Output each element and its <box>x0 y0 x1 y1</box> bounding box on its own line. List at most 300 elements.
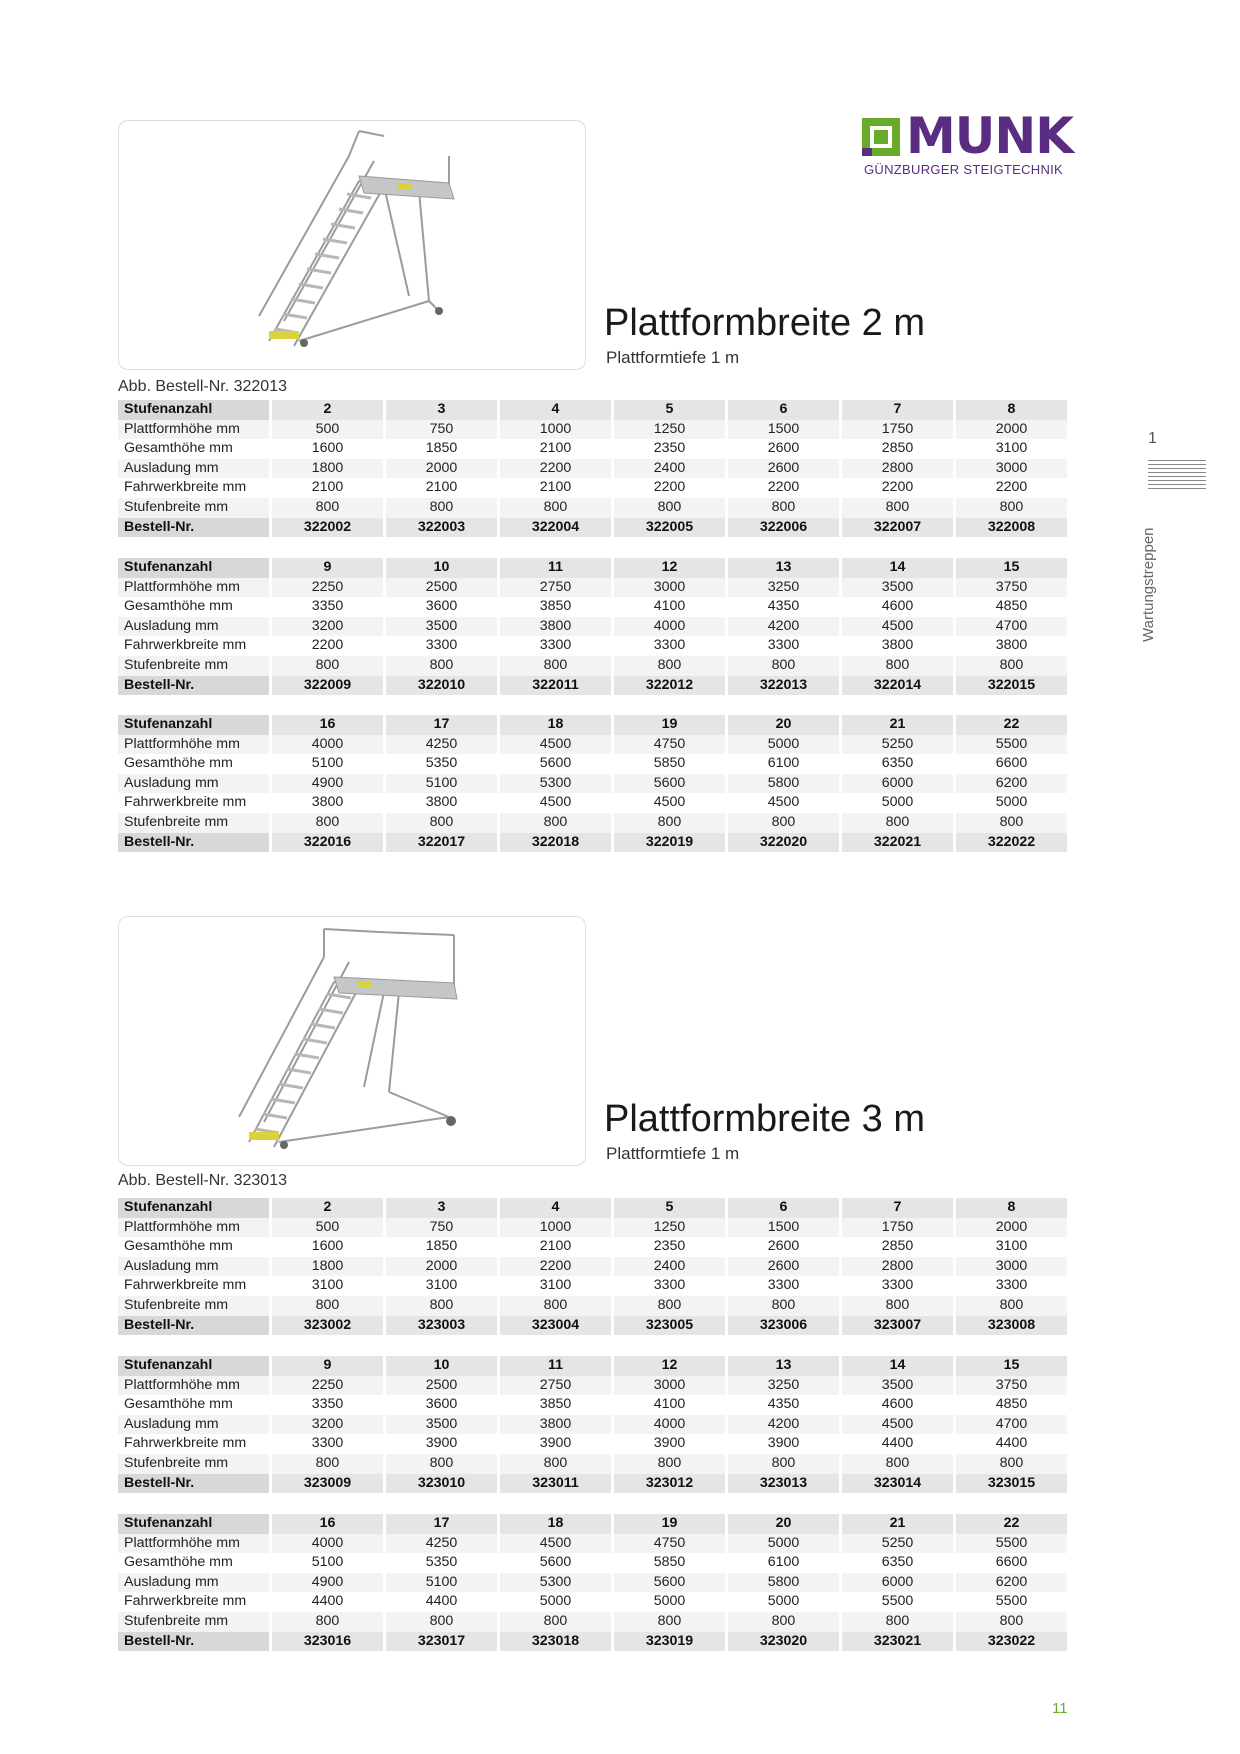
table-cell: 5500 <box>956 1592 1067 1612</box>
table-cell: 21 <box>842 715 953 735</box>
table-row <box>118 1553 1067 1573</box>
table-cell: 4200 <box>728 617 839 637</box>
row-label: Stufenanzahl <box>118 715 269 735</box>
table-cell: 2250 <box>272 578 383 598</box>
table-row <box>118 1534 1067 1554</box>
table-cell: 800 <box>956 1454 1067 1474</box>
table-cell: 22 <box>956 715 1067 735</box>
table-cell: 323003 <box>386 1316 497 1336</box>
table-cell: 2600 <box>728 1257 839 1277</box>
table-cell: 3750 <box>956 1376 1067 1396</box>
table-row <box>118 459 1067 479</box>
table-cell: 322013 <box>728 676 839 696</box>
row-label: Ausladung mm <box>118 459 269 479</box>
table-cell: 323014 <box>842 1474 953 1494</box>
table-row <box>118 1257 1067 1277</box>
table-cell: 3350 <box>272 1395 383 1415</box>
table-row <box>118 1612 1067 1632</box>
table-cell: 322020 <box>728 833 839 853</box>
table-cell: 322004 <box>500 518 611 538</box>
table-cell: 1800 <box>272 1257 383 1277</box>
table-cell: 800 <box>728 813 839 833</box>
table-cell: 2000 <box>386 1257 497 1277</box>
product-photo-323013 <box>118 916 586 1166</box>
table-cell: 15 <box>956 1356 1067 1376</box>
row-label: Stufenbreite mm <box>118 1612 269 1632</box>
table-cell: 2000 <box>386 459 497 479</box>
table-cell: 16 <box>272 1514 383 1534</box>
table-cell: 4350 <box>728 1395 839 1415</box>
table-cell: 1600 <box>272 1237 383 1257</box>
table-cell: 17 <box>386 1514 497 1534</box>
table-cell: 3100 <box>956 1237 1067 1257</box>
table-cell: 2750 <box>500 578 611 598</box>
table-cell: 2350 <box>614 439 725 459</box>
page-number: 11 <box>1052 1700 1068 1717</box>
table-cell: 20 <box>728 715 839 735</box>
table-cell: 6000 <box>842 774 953 794</box>
table-cell: 4600 <box>842 597 953 617</box>
table-cell: 800 <box>272 813 383 833</box>
row-label: Stufenbreite mm <box>118 498 269 518</box>
spec-table <box>115 1514 1070 1651</box>
chapter-lines <box>1148 460 1206 492</box>
image-caption: Abb. Bestell-Nr. 322013 <box>118 378 287 395</box>
table-cell: 5500 <box>842 1592 953 1612</box>
table-cell: 322012 <box>614 676 725 696</box>
row-label: Fahrwerkbreite mm <box>118 793 269 813</box>
table-cell: 800 <box>614 1612 725 1632</box>
table-cell: 2800 <box>842 1257 953 1277</box>
table-cell: 3800 <box>500 1415 611 1435</box>
table-cell: 800 <box>956 656 1067 676</box>
table-cell: 2100 <box>500 1237 611 1257</box>
table-cell: 800 <box>842 1296 953 1316</box>
table-cell: 800 <box>956 1296 1067 1316</box>
table-cell: 2800 <box>842 459 953 479</box>
image-caption: Abb. Bestell-Nr. 323013 <box>118 1172 287 1189</box>
maintenance-stair-image-icon <box>119 917 585 1165</box>
section-subtitle: Plattformtiefe 1 m <box>606 1144 740 1163</box>
table-cell: 3300 <box>272 1434 383 1454</box>
table-cell: 800 <box>728 1454 839 1474</box>
table-cell: 18 <box>500 1514 611 1534</box>
table-cell: 5300 <box>500 774 611 794</box>
table-cell: 322007 <box>842 518 953 538</box>
table-cell: 5800 <box>728 774 839 794</box>
table-row <box>118 1454 1067 1474</box>
table-cell: 5 <box>614 400 725 420</box>
table-cell: 4000 <box>272 1534 383 1554</box>
table-cell: 4350 <box>728 597 839 617</box>
table-row <box>118 1573 1067 1593</box>
table-cell: 6600 <box>956 1553 1067 1573</box>
table-cell: 3300 <box>614 636 725 656</box>
table-cell: 11 <box>500 558 611 578</box>
table-cell: 2200 <box>842 478 953 498</box>
row-label: Stufenbreite mm <box>118 813 269 833</box>
table-cell: 5000 <box>500 1592 611 1612</box>
table-cell: 4000 <box>272 735 383 755</box>
table-row <box>118 636 1067 656</box>
table-cell: 2200 <box>500 459 611 479</box>
table-row <box>118 1415 1067 1435</box>
table-cell: 4700 <box>956 617 1067 637</box>
table-cell: 3750 <box>956 578 1067 598</box>
table-cell: 5300 <box>500 1573 611 1593</box>
table-cell: 4500 <box>614 793 725 813</box>
row-label: Fahrwerkbreite mm <box>118 1592 269 1612</box>
table-cell: 322016 <box>272 833 383 853</box>
table-cell: 3250 <box>728 578 839 598</box>
table-cell: 2500 <box>386 578 497 598</box>
table-cell: 4600 <box>842 1395 953 1415</box>
row-label: Stufenbreite mm <box>118 656 269 676</box>
table-cell: 323008 <box>956 1316 1067 1336</box>
table-cell: 323006 <box>728 1316 839 1336</box>
table-cell: 2250 <box>272 1376 383 1396</box>
table-cell: 800 <box>728 1296 839 1316</box>
table-row <box>118 1434 1067 1454</box>
table-cell: 1250 <box>614 1218 725 1238</box>
table-cell: 5800 <box>728 1573 839 1593</box>
table-cell: 2200 <box>272 636 383 656</box>
table-cell: 7 <box>842 1198 953 1218</box>
table-row <box>118 1395 1067 1415</box>
table-row <box>118 1592 1067 1612</box>
table-cell: 3000 <box>614 578 725 598</box>
table-cell: 322003 <box>386 518 497 538</box>
table-cell: 4000 <box>614 617 725 637</box>
table-row <box>118 1237 1067 1257</box>
table-cell: 800 <box>386 1454 497 1474</box>
table-cell: 5000 <box>728 1534 839 1554</box>
table-row <box>118 1198 1067 1218</box>
table-cell: 2600 <box>728 459 839 479</box>
table-cell: 322021 <box>842 833 953 853</box>
table-cell: 2850 <box>842 439 953 459</box>
row-label: Plattformhöhe mm <box>118 1218 269 1238</box>
table-cell: 6100 <box>728 754 839 774</box>
table-row <box>118 617 1067 637</box>
table-cell: 6 <box>728 1198 839 1218</box>
table-cell: 5000 <box>614 1592 725 1612</box>
table-cell: 3800 <box>500 617 611 637</box>
table-cell: 9 <box>272 1356 383 1376</box>
table-cell: 2200 <box>728 478 839 498</box>
table-row <box>118 656 1067 676</box>
table-cell: 6100 <box>728 1553 839 1573</box>
table-cell: 4 <box>500 1198 611 1218</box>
table-cell: 1000 <box>500 420 611 440</box>
table-cell: 2000 <box>956 420 1067 440</box>
table-cell: 2100 <box>272 478 383 498</box>
table-cell: 800 <box>614 1454 725 1474</box>
spec-table <box>115 400 1070 537</box>
table-cell: 800 <box>842 498 953 518</box>
table-cell: 10 <box>386 1356 497 1376</box>
table-row <box>118 420 1067 440</box>
table-cell: 3900 <box>386 1434 497 1454</box>
row-label: Ausladung mm <box>118 774 269 794</box>
table-cell: 323005 <box>614 1316 725 1336</box>
table-cell: 5350 <box>386 1553 497 1573</box>
row-label: Plattformhöhe mm <box>118 420 269 440</box>
table-cell: 322009 <box>272 676 383 696</box>
table-cell: 800 <box>842 656 953 676</box>
table-cell: 5000 <box>728 1592 839 1612</box>
table-cell: 5100 <box>272 1553 383 1573</box>
table-cell: 323004 <box>500 1316 611 1336</box>
table-cell: 322015 <box>956 676 1067 696</box>
table-row <box>118 498 1067 518</box>
table-cell: 800 <box>386 1296 497 1316</box>
table-row <box>118 813 1067 833</box>
row-label: Gesamthöhe mm <box>118 1395 269 1415</box>
chapter-label: Wartungstreppen <box>1140 527 1157 642</box>
table-cell: 19 <box>614 715 725 735</box>
table-cell: 4000 <box>614 1415 725 1435</box>
table-cell: 4750 <box>614 735 725 755</box>
table-cell: 4850 <box>956 597 1067 617</box>
row-label: Ausladung mm <box>118 617 269 637</box>
table-cell: 3500 <box>842 1376 953 1396</box>
table-cell: 3300 <box>842 1276 953 1296</box>
table-cell: 2500 <box>386 1376 497 1396</box>
table-cell: 20 <box>728 1514 839 1534</box>
table-cell: 2350 <box>614 1237 725 1257</box>
table-cell: 2200 <box>956 478 1067 498</box>
table-cell: 1750 <box>842 1218 953 1238</box>
table-cell: 800 <box>956 813 1067 833</box>
table-cell: 800 <box>500 498 611 518</box>
table-cell: 323011 <box>500 1474 611 1494</box>
table-cell: 1000 <box>500 1218 611 1238</box>
table-cell: 3800 <box>956 636 1067 656</box>
row-label: Fahrwerkbreite mm <box>118 1276 269 1296</box>
table-cell: 3200 <box>272 1415 383 1435</box>
table-cell: 323002 <box>272 1316 383 1336</box>
table-cell: 323013 <box>728 1474 839 1494</box>
table-cell: 1250 <box>614 420 725 440</box>
table-cell: 6350 <box>842 754 953 774</box>
table-row <box>118 1296 1067 1316</box>
table-cell: 322022 <box>956 833 1067 853</box>
table-cell: 323017 <box>386 1632 497 1652</box>
table-cell: 800 <box>272 1454 383 1474</box>
table-cell: 3 <box>386 1198 497 1218</box>
table-cell: 322006 <box>728 518 839 538</box>
table-cell: 2600 <box>728 439 839 459</box>
table-cell: 323015 <box>956 1474 1067 1494</box>
table-cell: 3100 <box>956 439 1067 459</box>
table-cell: 800 <box>842 1454 953 1474</box>
table-cell: 6 <box>728 400 839 420</box>
table-cell: 5850 <box>614 1553 725 1573</box>
row-label: Gesamthöhe mm <box>118 597 269 617</box>
row-label: Gesamthöhe mm <box>118 439 269 459</box>
table-cell: 322019 <box>614 833 725 853</box>
table-cell: 5600 <box>500 754 611 774</box>
row-label: Plattformhöhe mm <box>118 1376 269 1396</box>
table-cell: 3900 <box>614 1434 725 1454</box>
spec-table <box>115 558 1070 695</box>
maintenance-stair-image-icon <box>119 121 585 369</box>
munk-logo <box>862 107 1073 182</box>
table-cell: 2100 <box>500 439 611 459</box>
table-cell: 5600 <box>614 1573 725 1593</box>
row-label: Bestell-Nr. <box>118 1316 269 1336</box>
table-row <box>118 754 1067 774</box>
table-cell: 323016 <box>272 1632 383 1652</box>
table-row <box>118 676 1067 696</box>
row-label: Plattformhöhe mm <box>118 735 269 755</box>
table-cell: 3100 <box>500 1276 611 1296</box>
table-row <box>118 735 1067 755</box>
row-label: Fahrwerkbreite mm <box>118 478 269 498</box>
table-cell: 323012 <box>614 1474 725 1494</box>
table-cell: 322011 <box>500 676 611 696</box>
table-cell: 800 <box>500 656 611 676</box>
table-cell: 5500 <box>956 1534 1067 1554</box>
table-cell: 15 <box>956 558 1067 578</box>
table-cell: 3000 <box>614 1376 725 1396</box>
row-label: Stufenanzahl <box>118 1356 269 1376</box>
table-cell: 1600 <box>272 439 383 459</box>
table-cell: 6000 <box>842 1573 953 1593</box>
table-cell: 323020 <box>728 1632 839 1652</box>
munk-logo-mark-icon <box>862 118 900 156</box>
table-cell: 6350 <box>842 1553 953 1573</box>
table-cell: 5 <box>614 1198 725 1218</box>
table-cell: 323007 <box>842 1316 953 1336</box>
row-label: Fahrwerkbreite mm <box>118 636 269 656</box>
table-row <box>118 793 1067 813</box>
table-cell: 2 <box>272 1198 383 1218</box>
table-cell: 800 <box>614 656 725 676</box>
table-cell: 323010 <box>386 1474 497 1494</box>
table-cell: 3000 <box>956 459 1067 479</box>
table-row <box>118 774 1067 794</box>
table-cell: 800 <box>272 1612 383 1632</box>
table-cell: 2 <box>272 400 383 420</box>
table-cell: 322014 <box>842 676 953 696</box>
table-cell: 3850 <box>500 597 611 617</box>
table-cell: 4200 <box>728 1415 839 1435</box>
table-cell: 800 <box>386 1612 497 1632</box>
table-cell: 6600 <box>956 754 1067 774</box>
table-cell: 4900 <box>272 774 383 794</box>
table-cell: 21 <box>842 1514 953 1534</box>
table-cell: 7 <box>842 400 953 420</box>
table-cell: 3300 <box>386 636 497 656</box>
table-row <box>118 558 1067 578</box>
table-cell: 8 <box>956 1198 1067 1218</box>
table-cell: 19 <box>614 1514 725 1534</box>
row-label: Stufenanzahl <box>118 1514 269 1534</box>
table-row <box>118 518 1067 538</box>
table-row <box>118 478 1067 498</box>
spec-table <box>115 1356 1070 1493</box>
row-label: Gesamthöhe mm <box>118 754 269 774</box>
table-cell: 5500 <box>956 735 1067 755</box>
table-cell: 3900 <box>728 1434 839 1454</box>
table-cell: 5350 <box>386 754 497 774</box>
table-cell: 5850 <box>614 754 725 774</box>
table-cell: 12 <box>614 1356 725 1376</box>
table-cell: 4100 <box>614 597 725 617</box>
table-cell: 6200 <box>956 774 1067 794</box>
row-label: Bestell-Nr. <box>118 518 269 538</box>
table-cell: 5000 <box>842 793 953 813</box>
table-cell: 3500 <box>386 617 497 637</box>
table-cell: 9 <box>272 558 383 578</box>
table-row <box>118 715 1067 735</box>
table-cell: 5000 <box>956 793 1067 813</box>
table-cell: 4500 <box>500 735 611 755</box>
section-title: Plattformbreite 2 m <box>604 302 925 344</box>
table-cell: 322008 <box>956 518 1067 538</box>
table-cell: 800 <box>386 656 497 676</box>
table-row <box>118 1376 1067 1396</box>
table-cell: 18 <box>500 715 611 735</box>
table-cell: 13 <box>728 558 839 578</box>
row-label: Bestell-Nr. <box>118 833 269 853</box>
table-cell: 3800 <box>272 793 383 813</box>
table-cell: 10 <box>386 558 497 578</box>
table-row <box>118 1514 1067 1534</box>
table-cell: 2200 <box>614 478 725 498</box>
table-cell: 800 <box>728 1612 839 1632</box>
table-cell: 4750 <box>614 1534 725 1554</box>
chapter-number: 1 <box>1148 430 1157 447</box>
product-photo-322013 <box>118 120 586 370</box>
table-cell: 322002 <box>272 518 383 538</box>
table-cell: 5100 <box>386 774 497 794</box>
row-label: Gesamthöhe mm <box>118 1553 269 1573</box>
table-cell: 800 <box>272 656 383 676</box>
table-cell: 5250 <box>842 1534 953 1554</box>
table-cell: 8 <box>956 400 1067 420</box>
table-cell: 3600 <box>386 597 497 617</box>
table-cell: 750 <box>386 420 497 440</box>
logo-tagline: GÜNZBURGER STEIGTECHNIK <box>864 162 1064 177</box>
table-cell: 322018 <box>500 833 611 853</box>
table-cell: 3250 <box>728 1376 839 1396</box>
table-cell: 4850 <box>956 1395 1067 1415</box>
table-cell: 12 <box>614 558 725 578</box>
table-cell: 4500 <box>500 793 611 813</box>
table-cell: 2200 <box>500 1257 611 1277</box>
table-cell: 3900 <box>500 1434 611 1454</box>
table-cell: 4500 <box>842 617 953 637</box>
table-cell: 323009 <box>272 1474 383 1494</box>
spec-table <box>115 1198 1070 1335</box>
row-label: Plattformhöhe mm <box>118 1534 269 1554</box>
row-label: Ausladung mm <box>118 1257 269 1277</box>
table-cell: 3 <box>386 400 497 420</box>
table-cell: 3300 <box>956 1276 1067 1296</box>
row-label: Bestell-Nr. <box>118 676 269 696</box>
section-title: Plattformbreite 3 m <box>604 1098 925 1140</box>
table-cell: 5100 <box>386 1573 497 1593</box>
table-cell: 322017 <box>386 833 497 853</box>
table-cell: 323021 <box>842 1632 953 1652</box>
table-cell: 1850 <box>386 439 497 459</box>
table-cell: 322010 <box>386 676 497 696</box>
table-cell: 5250 <box>842 735 953 755</box>
table-cell: 3100 <box>386 1276 497 1296</box>
